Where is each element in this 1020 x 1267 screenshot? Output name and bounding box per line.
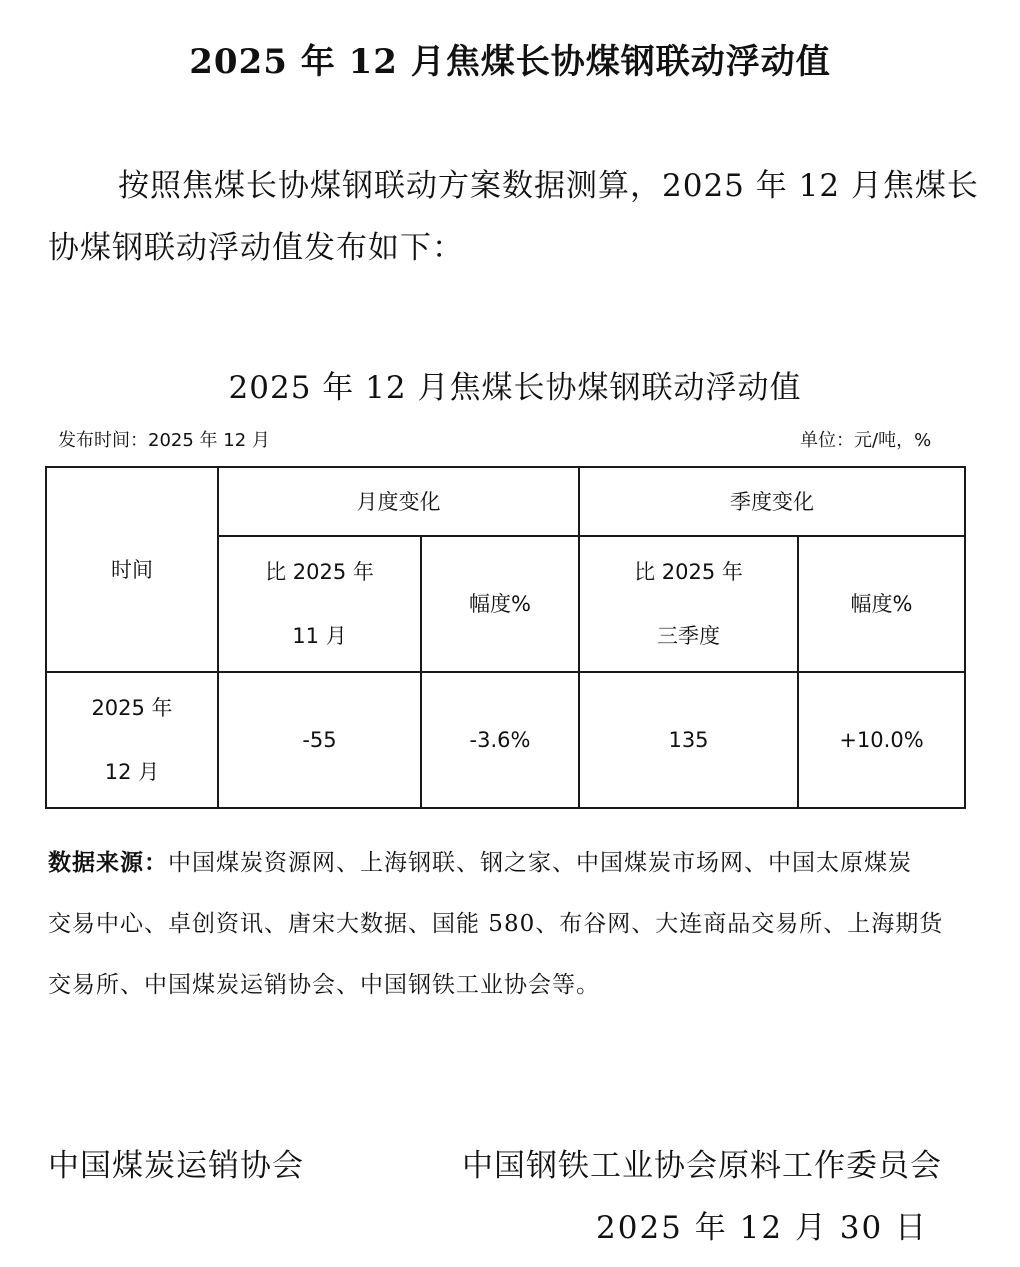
header-quarterly-pct: 幅度%	[798, 536, 965, 672]
signature-date: 2025 年 12 月 30 日	[596, 1210, 929, 1246]
cell-monthly-change: -55	[218, 672, 421, 808]
table-header-row	[46, 467, 965, 536]
cell-time-line1: 2025 年	[91, 696, 173, 720]
header-vs-q3-line2: 三季度	[657, 624, 720, 648]
header-vs-november-line1: 比 2025 年	[265, 560, 374, 584]
cell-monthly-pct: -3.6%	[421, 672, 579, 808]
sources-line-3: 交易所、中国煤炭运销协会、中国钢铁工业协会等。	[48, 972, 600, 998]
signature-org-right: 中国钢铁工业协会原料工作委员会	[462, 1148, 942, 1184]
header-monthly-pct: 幅度%	[421, 536, 579, 672]
sources-text-1: 中国煤炭资源网、上海钢联、钢之家、中国煤炭市场网、中国太原煤炭	[168, 850, 912, 876]
signature-org-left: 中国煤炭运销协会	[48, 1148, 304, 1184]
cell-time-line2: 12 月	[104, 760, 160, 784]
header-vs-november	[218, 536, 421, 672]
sources-label: 数据来源：	[48, 849, 168, 876]
linkage-table	[45, 466, 966, 809]
header-vs-q3-line1: 比 2025 年	[634, 560, 743, 584]
unit-label: 单位：元/吨，%	[800, 430, 932, 451]
header-vs-q3	[579, 536, 798, 672]
sources-line-2: 交易中心、卓创资讯、唐宋大数据、国能 580、布谷网、大连商品交易所、上海期货	[48, 911, 944, 937]
document-title: 2025 年 12 月焦煤长协煤钢联动浮动值	[189, 42, 831, 82]
sources-line-1	[48, 832, 993, 894]
header-time: 时间	[46, 467, 218, 672]
intro-paragraph-line-2: 协煤钢联动浮动值发布如下：	[48, 230, 464, 266]
table-row	[46, 672, 965, 808]
data-sources	[48, 832, 993, 1016]
cell-time	[46, 672, 218, 808]
intro-paragraph-line-1: 按照焦煤长协煤钢联动方案数据测算，2025 年 12 月焦煤长	[118, 168, 979, 204]
cell-quarterly-change: 135	[579, 672, 798, 808]
publish-time: 发布时间：2025 年 12 月	[58, 430, 270, 451]
header-monthly-change: 月度变化	[218, 467, 579, 536]
table-caption: 2025 年 12 月焦煤长协煤钢联动浮动值	[228, 370, 802, 406]
header-vs-november-line2: 11 月	[292, 624, 347, 648]
header-quarterly-change: 季度变化	[579, 467, 965, 536]
cell-quarterly-pct: +10.0%	[798, 672, 965, 808]
